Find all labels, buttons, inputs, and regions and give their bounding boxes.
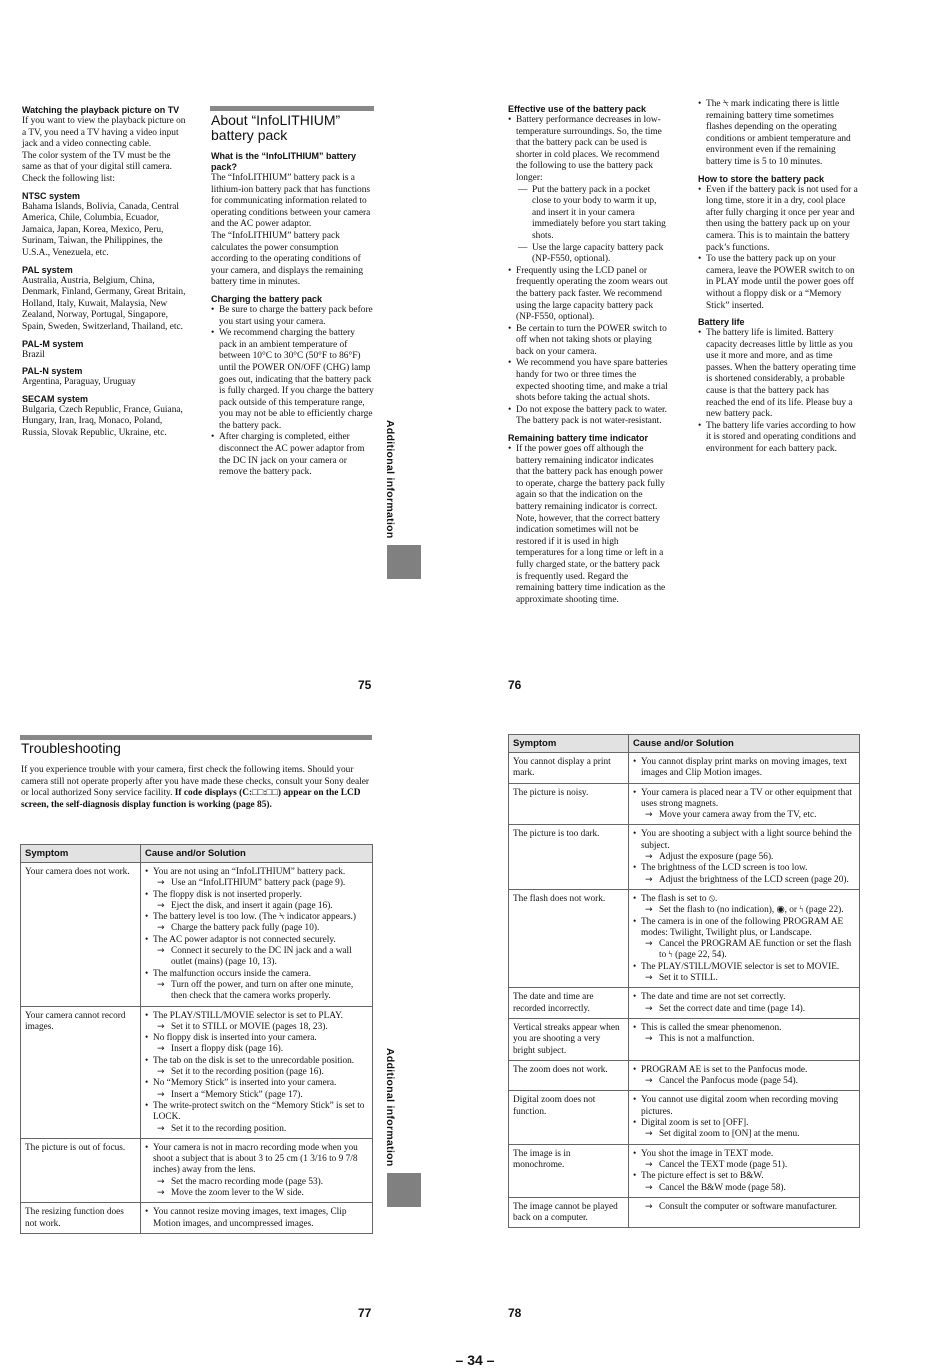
bullet-item: • Frequently using the LCD panel or frequently operating the zoom wears out the battery pack faster. We recommend using the large capacity battery pack (NP-F550, optional). <box>508 266 668 324</box>
symptom-cell: The zoom does not work. <box>509 1060 629 1091</box>
p75-side-tab <box>387 545 421 579</box>
table-row <box>509 889 860 987</box>
symptom-cell: The image cannot be played back on a computer. <box>509 1197 629 1228</box>
subheading: Battery life <box>698 317 745 328</box>
solution-step: → Set it to STILL or MOVIE (pages 18, 23). <box>145 1022 368 1033</box>
bullet-item: • No floppy disk is inserted into your camera. <box>145 1033 368 1044</box>
p77-intro <box>21 765 373 811</box>
solution-step: → Adjust the brightness of the LCD screen (page 20). <box>633 875 855 886</box>
solution-step: → Move the zoom lever to the W side. <box>145 1188 368 1199</box>
bullet-item: • After charging is completed, either disconnect the AC power adaptor from the DC IN jack on your camera or remove the battery pack. <box>211 432 374 478</box>
solution-step: → Charge the battery pack fully (page 10). <box>145 923 368 934</box>
solution-step: → Use an “InfoLITHIUM” battery pack (page 9). <box>145 878 368 889</box>
p76-page-number: 76 <box>508 678 522 692</box>
cause-cell <box>629 1197 860 1228</box>
bullet-item: • Even if the battery pack is not used for a long time, store it in a dry, cool place after fully charging it once per year and then using the battery pack up on your camera. This is to maintain the battery pack’s functions. <box>698 185 860 255</box>
table-row <box>509 753 860 784</box>
solution-step: → Set the correct date and time (page 14). <box>633 1004 855 1015</box>
cause-cell <box>629 988 860 1019</box>
subheading: SECAM system <box>22 393 89 404</box>
bullet-item: • The battery life varies according to how it is stored and operating conditions and environment for each battery pack. <box>698 421 860 456</box>
symptom-cell: Digital zoom does not function. <box>509 1091 629 1144</box>
paragraph: The “InfoLITHIUM” battery pack is a lithium-ion battery pack that has functions for communicating information related to operating conditions between your camera and the AC power adaptor. <box>211 173 371 230</box>
bullet-item: • The battery life is limited. Battery capacity decreases little by little as you use it more and more, and as time passes. When the battery operating time is shortened considerably, a probable cause is that the battery pack has reached the end of its life. Please buy a new battery pack. <box>698 328 860 421</box>
bullet-item: • The ⍀ mark indicating there is little remaining battery time sometimes flashes depending on the operating conditions or ambient temperature and environment even if the remaining battery time is 5 to 10 minutes. <box>698 99 860 169</box>
symptom-cell: Your camera cannot record images. <box>21 1006 141 1138</box>
p75-col1 <box>22 100 186 439</box>
p75-col2 <box>211 146 374 479</box>
bullet-item: • Do not expose the battery pack to water. The battery pack is not water-resistant. <box>508 405 668 428</box>
bullet-item: • You are shooting a subject with a light source behind the subject. <box>633 829 855 852</box>
bullet-item: • We recommend charging the battery pack in an ambient temperature of between 10°C to 30°C (50°F to 86°F) until the POWER ON/OFF (CHG) lamp goes out, indicating that the battery pack is fully charged. If you charge the battery pack outside of this temperature range, you may not be able to efficiently charge the battery pack. <box>211 328 374 432</box>
column-header-cause: Cause and/or Solution <box>141 845 373 863</box>
p75-page-number: 75 <box>358 678 372 692</box>
subheading: NTSC system <box>22 190 81 201</box>
footer-page-number: – 34 – <box>455 1352 495 1368</box>
paragraph: Australia, Austria, Belgium, China, Denmark, Finland, Germany, Great Britain, Holland, Italy, Kuwait, Malaysia, New Zealand, Norway, Portugal, Singapore, Spain, Sweden, Switzerland, Thailand, etc. <box>22 275 186 332</box>
bullet-item: • Your camera is not in macro recording mode when you shoot a subject that is about 3 to 25 cm (1 3/16 to 9 7/8 inches) away from the lens. <box>145 1143 368 1177</box>
bullet-item: • The AC power adaptor is not connected securely. <box>145 935 368 946</box>
solution-step: → Insert a “Memory Stick” (page 17). <box>145 1090 368 1101</box>
column-header-cause: Cause and/or Solution <box>629 735 860 753</box>
p75-section-title: About “InfoLITHIUM” battery pack <box>211 112 341 143</box>
bullet-item: • You shot the image in TEXT mode. <box>633 1149 855 1160</box>
solution-step: → Set digital zoom to [ON] at the menu. <box>633 1129 855 1140</box>
symptom-cell: You cannot display a print mark. <box>509 753 629 784</box>
symptom-cell: Your camera does not work. <box>21 863 141 1007</box>
solution-step: → This is not a malfunction. <box>633 1034 855 1045</box>
p78-page-number: 78 <box>508 1306 522 1320</box>
cause-cell <box>141 1006 373 1138</box>
solution-step: → Insert a floppy disk (page 16). <box>145 1044 368 1055</box>
subheading: Remaining battery time indicator <box>508 433 649 444</box>
paragraph: Brazil <box>22 349 45 360</box>
table-row <box>509 1144 860 1197</box>
bullet-item: • The date and time are not set correctly. <box>633 992 855 1003</box>
p75-section-bar <box>210 106 374 111</box>
bullet-item: • This is called the smear phenomenon. <box>633 1023 855 1034</box>
p76-col2 <box>698 99 860 456</box>
subheading: PAL-M system <box>22 338 84 349</box>
bullet-item: • The brightness of the LCD screen is too low. <box>633 863 855 874</box>
solution-step: → Cancel the PROGRAM AE function or set the flash to ϟ (page 22, 54). <box>633 939 855 962</box>
p77-side-tab <box>387 1173 421 1207</box>
cause-cell <box>629 753 860 784</box>
solution-step: → Cancel the Panfocus mode (page 54). <box>633 1076 855 1087</box>
bullet-item: • To use the battery pack up on your camera, leave the POWER switch to on in PLAY mode until the power goes off without a floppy disk or a “Memory Stick” inserted. <box>698 254 860 312</box>
bullet-item: • The write-protect switch on the “Memory Stick” is set to LOCK. <box>145 1101 368 1124</box>
solution-step: → Set the flash to (no indication), ◉, or ϟ (page 22). <box>633 905 855 916</box>
symptom-cell: The picture is too dark. <box>509 825 629 889</box>
dash-item: — Use the large capacity battery pack (NP-F550, optional). <box>508 243 668 266</box>
p77-side-label: Additional information <box>384 1048 396 1167</box>
symptom-cell: Vertical streaks appear when you are shooting a very bright subject. <box>509 1018 629 1060</box>
cause-cell <box>629 1144 860 1197</box>
bullet-item: • The battery level is too low. (The ⍀ indicator appears.) <box>145 912 368 923</box>
table-row <box>21 863 373 1007</box>
p77-title: Troubleshooting <box>21 740 121 756</box>
solution-step: → Eject the disk, and insert it again (page 16). <box>145 901 368 912</box>
p76-col1 <box>508 99 668 606</box>
paragraph: Argentina, Paraguay, Uruguay <box>22 377 136 388</box>
cause-cell <box>141 1138 373 1202</box>
column-header-symptom: Symptom <box>509 735 629 753</box>
paragraph: If you want to view the playback picture on a TV, you need a TV having a video input jack and a video connecting cable. <box>22 116 186 150</box>
bullet-item: • Battery performance decreases in low-temperature surroundings. So, the time that the battery pack can be used is shorter in cold places. We recommend the following to use the battery pack longer: <box>508 115 668 185</box>
symptom-cell: The picture is noisy. <box>509 783 629 825</box>
solution-step: → Turn off the power, and turn on after one minute, then check that the camera works properly. <box>145 980 368 1003</box>
bullet-item: • Your camera is placed near a TV or other equipment that uses strong magnets. <box>633 788 855 811</box>
bullet-item: • The floppy disk is not inserted properly. <box>145 890 368 901</box>
solution-step: → Move your camera away from the TV, etc. <box>633 810 855 821</box>
solution-step: → Set the macro recording mode (page 53). <box>145 1177 368 1188</box>
bullet-item: • Digital zoom is set to [OFF]. <box>633 1118 855 1129</box>
p77-intro-bold: If code displays (C:□□:□□) appear on the LCD screen, the self-diagnosis display function is working (page 85). <box>21 788 361 810</box>
symptom-cell: The picture is out of focus. <box>21 1138 141 1202</box>
bullet-item: • You cannot display print marks on moving images, text images and Clip Motion images. <box>633 757 855 780</box>
paragraph: Bahama Islands, Bolivia, Canada, Central America, Chile, Columbia, Ecuador, Jamaica, Japan, Korea, Mexico, Peru, Surinam, Taiwan, the Philippines, the U.S.A., Venezuela, etc. <box>22 201 179 258</box>
p77-intro-text: If you experience trouble with your camera, first check the following items. Should your camera still not operate properly after you have made these checks, consult your Sony dealer or local authorized Sony service facility. <box>21 765 370 799</box>
table-row <box>509 825 860 889</box>
bullet-item: • No “Memory Stick” is inserted into your camera. <box>145 1078 368 1089</box>
subheading: Effective use of the battery pack <box>508 104 647 114</box>
subheading: PAL system <box>22 264 73 275</box>
solution-step: → Cancel the B&W mode (page 58). <box>633 1183 855 1194</box>
p78-troubleshooting-table <box>508 734 860 1228</box>
solution-step: → Cancel the TEXT mode (page 51). <box>633 1160 855 1171</box>
bullet-item: • The malfunction occurs inside the camera. <box>145 969 368 980</box>
cause-cell <box>629 1060 860 1091</box>
bullet-item: • You cannot use digital zoom when recording moving pictures. <box>633 1095 855 1118</box>
subheading: What is the “InfoLITHIUM” battery pack? <box>211 151 356 172</box>
cause-cell <box>629 1018 860 1060</box>
bullet-item: • Be sure to charge the battery pack before you start using your camera. <box>211 305 374 328</box>
paragraph: The color system of the TV must be the same as that of your digital still camera. Check the following list: <box>22 150 172 184</box>
subheading: How to store the battery pack <box>698 173 825 184</box>
table-row <box>509 988 860 1019</box>
table-row <box>509 1091 860 1144</box>
symptom-cell: The image is in monochrome. <box>509 1144 629 1197</box>
subheading: Charging the battery pack <box>211 293 323 304</box>
bullet-item: • The camera is in one of the following PROGRAM AE modes: Twilight, Twilight plus, or Landscape. <box>633 917 855 940</box>
bullet-item: • You cannot resize moving images, text images, Clip Motion images, and uncompressed images. <box>145 1207 368 1230</box>
bullet-item: • The picture effect is set to B&W. <box>633 1171 855 1182</box>
subheading: Watching the playback picture on TV <box>22 105 180 115</box>
symptom-cell: The date and time are recorded incorrectly. <box>509 988 629 1019</box>
solution-step: → Set it to STILL. <box>633 973 855 984</box>
table-row <box>509 1197 860 1228</box>
bullet-item: • PROGRAM AE is set to the Panfocus mode. <box>633 1065 855 1076</box>
bullet-item: • The tab on the disk is set to the unrecordable position. <box>145 1056 368 1067</box>
paragraph: The “InfoLITHIUM” battery pack calculates the power consumption according to the operating conditions of your camera, and displays the remaining battery time in minutes. <box>211 230 364 288</box>
p75-side-label: Additional information <box>384 420 396 539</box>
table-row <box>509 1060 860 1091</box>
bullet-item: • The flash is set to ⦸. <box>633 894 855 905</box>
bullet-item: • The PLAY/STILL/MOVIE selector is set to MOVIE. <box>633 962 855 973</box>
table-row <box>509 783 860 825</box>
cause-cell <box>629 825 860 889</box>
symptom-cell: The flash does not work. <box>509 889 629 987</box>
cause-cell <box>629 783 860 825</box>
p77-troubleshooting-table <box>20 844 373 1234</box>
bullet-item: • We recommend you have spare batteries handy for two or three times the expected shooting time, and make a trial shots before taking the actual shots. <box>508 358 668 404</box>
solution-step: → Set it to the recording position. <box>145 1124 368 1135</box>
dash-item: — Put the battery pack in a pocket close to your body to warm it up, and insert it in your camera immediately before you start taking shots. <box>508 185 668 243</box>
subheading: PAL-N system <box>22 366 83 377</box>
cause-cell <box>629 1091 860 1144</box>
bullet-item: • If the power goes off although the battery remaining indicator indicates that the battery pack has enough power to operate, charge the battery pack fully again so that the indication on the battery remaining indicator is correct. Note, however, that the correct battery indication sometimes will not be restored if it is used in high temperatures for a long time or left in a fully charged state, or the battery pack is frequently used. Regard the remaining battery time indication as the approximate shooting time. <box>508 444 668 606</box>
solution-step: → Consult the computer or software manufacturer. <box>633 1202 855 1213</box>
table-row <box>21 1138 373 1202</box>
cause-cell <box>141 1203 373 1234</box>
bullet-item: • Be certain to turn the POWER switch to off when not taking shots or playing back on your camera. <box>508 324 668 359</box>
table-row <box>21 1006 373 1138</box>
cause-cell <box>629 889 860 987</box>
bullet-item: • You are not using an “InfoLITHIUM” battery pack. <box>145 867 368 878</box>
solution-step: → Adjust the exposure (page 56). <box>633 852 855 863</box>
p77-page-number: 77 <box>358 1306 372 1320</box>
column-header-symptom: Symptom <box>21 845 141 863</box>
symptom-cell: The resizing function does not work. <box>21 1203 141 1234</box>
table-row <box>21 1203 373 1234</box>
solution-step: → Connect it securely to the DC IN jack and a wall outlet (mains) (page 10, 13). <box>145 946 368 969</box>
bullet-item: • The PLAY/STILL/MOVIE selector is set to PLAY. <box>145 1011 368 1022</box>
solution-step: → Set it to the recording position (page 16). <box>145 1067 368 1078</box>
cause-cell <box>141 863 373 1007</box>
table-row <box>509 1018 860 1060</box>
paragraph: Bulgaria, Czech Republic, France, Guiana, Hungary, Iran, Iraq, Monaco, Poland, Russia, Slovak Republic, Ukraine, etc. <box>22 404 183 438</box>
